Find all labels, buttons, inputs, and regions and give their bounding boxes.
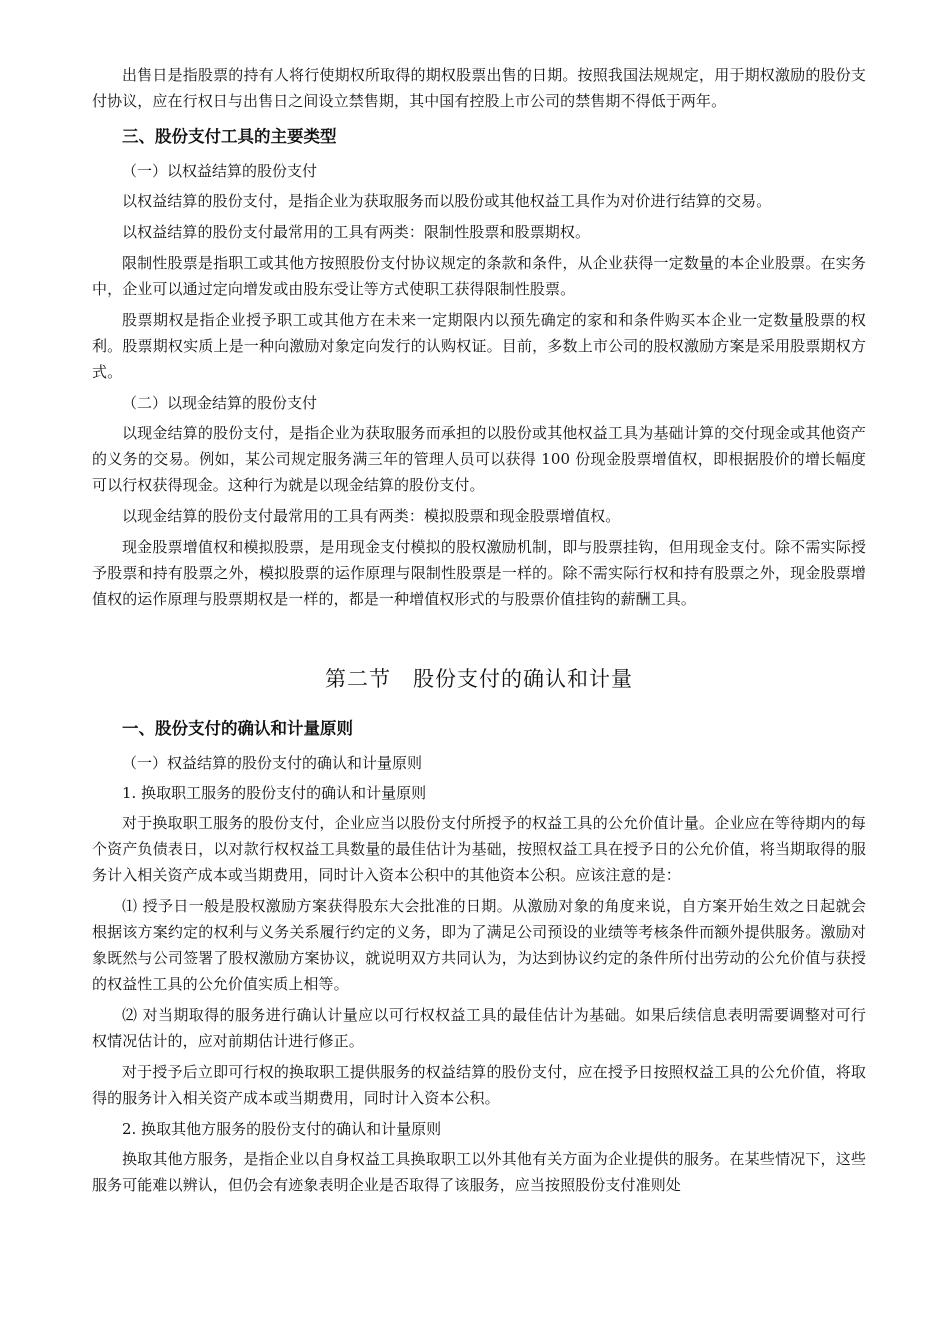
section-title: 第二节 股份支付的确认和计量 [325,667,633,691]
paragraph-cash-definition: 以现金结算的股份支付，是指企业为获取服务而承担的以股份或其他权益工具为基础计算的交付现金或其他资产的义务的交易。例如，某公司规定服务满三年的管理人员可以获得 100 份现金股票增值权，即根据股价的增长幅度可以行权获得现金。这种行为就是以现金结算的股份支付。 [92,424,866,494]
subheading-equity-principles: （一）权益结算的股份支付的确认和计量原则 [122,754,423,772]
paragraph-restricted-stock: 限制性股票是指职工或其他方按照股份支付协议规定的条款和条件，从企业获得一定数量的本企业股票。在实务中，企业可以通过定向增发或由股东受让等方式使职工获得限制性股票。 [92,254,866,298]
paragraph-immediate-vesting: 对于授予后立即可行权的换取职工提供服务的权益结算的股份支付，应在授予日按照权益工具的公允价值，将取得的服务计入相关资产成本或当期费用，同时计入资本公积。 [92,1063,866,1107]
heading-principles: 一、股份支付的确认和计量原则 [122,719,353,738]
paragraph-sale-date: 出售日是指股票的持有人将行使期权所取得的期权股票出售的日期。按照我国法规规定，用于期权激励的股份支付协议，应在行权日与出售日之间设立禁售期，其中国有控股上市公司的禁售期不得低于两年。 [92,66,866,110]
paragraph-stock-option: 股票期权是指企业授予职工或其他方在未来一定期限内以预先确定的家和和条件购买本企业一定数量股票的权利。股票期权实质上是一种向激励对象定向发行的认购权证。目前，多数上市公司的股权激励方案是采用股票期权方式。 [92,311,866,381]
paragraph-equity-definition: 以权益结算的股份支付，是指企业为获取服务而以股份或其他权益工具作为对价进行结算的交易。 [122,192,772,210]
paragraph-equity-tools: 以权益结算的股份支付最常用的工具有两类：限制性股票和股票期权。 [122,223,591,241]
item-other-services: 2. 换取其他方服务的股份支付的确认和计量原则 [122,1120,442,1138]
heading-part3: 三、股份支付工具的主要类型 [122,127,337,146]
subheading-cash-settled: （二）以现金结算的股份支付 [122,394,318,412]
paragraph-cash-tools: 以现金结算的股份支付最常用的工具有两类：模拟股票和现金股票增值权。 [122,507,621,525]
paragraph-employee-services: 对于换取职工服务的股份支付，企业应当以股份支付所授予的权益工具的公允价值计量。企业应在等待期内的每个资产负债表日，以对款行权权益工具数量的最佳估计为基础，按照权益工具在授予日的公允价值，将当期取得的服务计入相关资产成本或当期费用，同时计入资本公积中的其他资本公积。应该注意的是： [92,814,866,884]
paragraph-sar-phantom: 现金股票增值权和模拟股票，是用现金支付模拟的股权激励机制，即与股票挂钩，但用现金支付。除不需实际授予股票和持有股票之外，模拟股票的运作原理与限制性股票是一样的。除不需实际行权和持有股票之外，现金股票增值权的运作原理与股票期权是一样的，都是一种增值权形式的与股票价值挂钩的薪酬工具。 [92,538,866,608]
paragraph-best-estimate: ⑵ 对当期取得的服务进行确认计量应以可行权权益工具的最佳估计为基础。如果后续信息表明需要调整对可行权情况估计的，应对前期估计进行修正。 [92,1006,866,1050]
document-page [92,62,866,1203]
subheading-equity-settled: （一）以权益结算的股份支付 [122,162,318,180]
paragraph-other-services: 换取其他方服务，是指企业以自身权益工具换取职工以外其他有关方面为企业提供的服务。在某些情况下，这些服务可能难以辨认，但仍会有迹象表明企业是否取得了该服务，应当按照股份支付准则处 [92,1150,866,1194]
item-employee-services: 1. 换取职工服务的股份支付的确认和计量原则 [122,784,427,802]
paragraph-grant-date: ⑴ 授予日一般是股权激励方案获得股东大会批准的日期。从激励对象的角度来说，自方案开始生效之日起就会根据该方案约定的权利与义务关系履行约定的义务，即为了满足公司预设的业绩等考核条件而额外提供服务。激励对象既然与公司签署了股权激励方案协议，就说明双方共同认为，为达到协议约定的条件所付出劳动的公允价值与获授的权益性工具的公允价值实质上相等。 [92,897,866,993]
